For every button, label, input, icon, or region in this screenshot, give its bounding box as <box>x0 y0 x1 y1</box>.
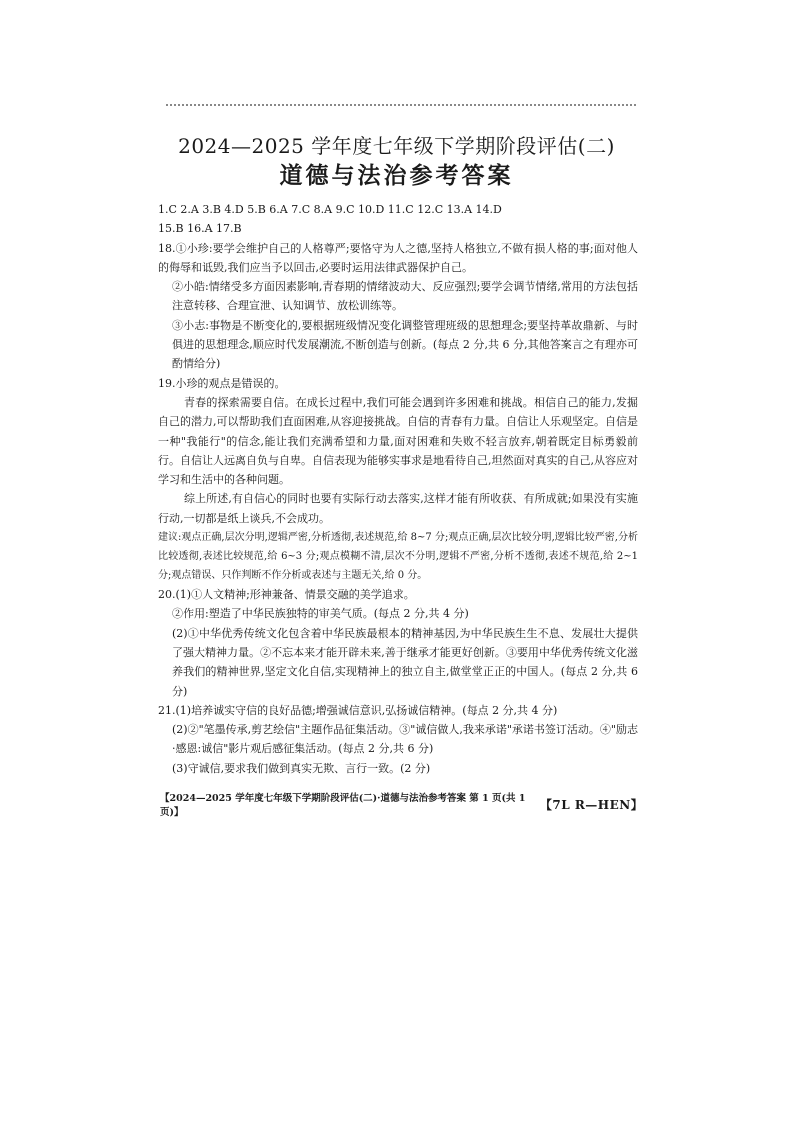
q19-conclusion: 综上所述,有自信心的同时也要有实际行动去落实,这样才能有所收获、有所成就;如果没有实施行动,一切都是纸上谈兵,不会成功。 <box>158 492 638 525</box>
q19-judgement: 19.小珍的观点是错误的。 <box>158 376 286 390</box>
top-dotted-rule <box>166 104 636 106</box>
q18-part-2: ②小皓:情绪受多方面因素影响,青春期的情绪波动大、反应强烈;要学会调节情绪,常用的方法包括注意转移、合理宣泄、认知调节、放松训练等。 <box>172 280 638 313</box>
q20-part-1: 20.(1)①人文精神;形神兼备、情景交融的美学追求。 <box>158 588 415 602</box>
mc-answers-line-1: 1.C 2.A 3.B 4.D 5.B 6.A 7.C 8.A 9.C 10.D 11.C 12.C 13.A 14.D <box>158 203 502 216</box>
footer-code: 【7L R—HEN】 <box>539 797 644 812</box>
q20-part-2: ②作用:塑造了中华民族独特的审美气质。(每点 2 分,共 4 分) <box>172 607 469 621</box>
q21-part-3: (3)守诚信,要求我们做到真实无欺、言行一致。(2 分) <box>172 761 431 775</box>
document-title: 2024—2025 学年度七年级下学期阶段评估(二) <box>178 134 615 158</box>
q18-part-1: 18.①小珍:要学会维护自己的人格尊严;要恪守为人之德,坚持人格独立,不做有损人格的事;面对他人的侮辱和诋毁,我们应当予以回击,必要时运用法律武器保护自己。 <box>158 241 638 274</box>
document-subtitle: 道德与法治参考答案 <box>279 162 514 189</box>
mc-answers-line-2: 15.B 16.A 17.B <box>158 222 242 236</box>
footer-text: 【2024—2025 学年度七年级下学期阶段评估(二)·道德与法治参考答案 第 1 页(共 1 页)】 <box>160 793 526 818</box>
q19-scoring-guide: 建议:观点正确,层次分明,逻辑严密,分析透彻,表述规范,给 8~7 分;观点正确,层次比较分明,逻辑比较严密,分析比较透彻,表述比较规范,给 6~3 分;观点模糊不清,层次不分明,逻辑不严密,分析不透彻,表述不规范,给 2~1 分;观点错误、只作判断不作分析或表述与主题无关,给 0 分。 <box>158 532 638 582</box>
q21-part-2: (2)②"笔墨传承,剪艺绘信"主题作品征集活动。③"诚信做人,我来承诺"承诺书签订活动。④"励志·感恩:诚信"影片观后感征集活动。(每点 2 分,共 6 分) <box>172 723 638 756</box>
q18-part-3: ③小志:事物是不断变化的,要根据班级情况变化调整管理班级的思想理念;要坚持革故鼎新、与时俱进的思想理念,顺应时代发展潮流,不断创造与创新。(每点 2 分,共 6 分,其他答案言之有理亦可酌情给分) <box>172 318 638 371</box>
answer-content <box>158 200 638 778</box>
q19-body: 青春的探索需要自信。在成长过程中,我们可能会遇到许多困难和挑战。相信自己的能力,发掘自己的潜力,可以帮助我们直面困难,从容迎接挑战。自信的青春有力量。自信让人乐观坚定。自信是一种"我能行"的信念,能让我们充满希望和力量,面对困难和失败不轻言放弃,朝着既定目标勇毅前行。自信让人远离自负与自卑。自信表现为能够实事求是地看待自己,坦然面对真实的自己,从容应对学习和生活中的各种问题。 <box>158 395 638 487</box>
q21-part-1: 21.(1)培养诚实守信的良好品德;增强诚信意识,弘扬诚信精神。(每点 2 分,共 4 分) <box>158 703 558 717</box>
page-footer <box>160 790 644 818</box>
q20-part-3: (2)①中华优秀传统文化包含着中华民族最根本的精神基因,为中华民族生生不息、发展壮大提供了强大精神力量。②不忘本来才能开辟未来,善于继承才能更好创新。③要用中华优秀传统文化滋养我们的精神世界,坚定文化自信,实现精神上的独立自主,做堂堂正正的中国人。(每点 2 分,共 6 分) <box>172 626 638 698</box>
